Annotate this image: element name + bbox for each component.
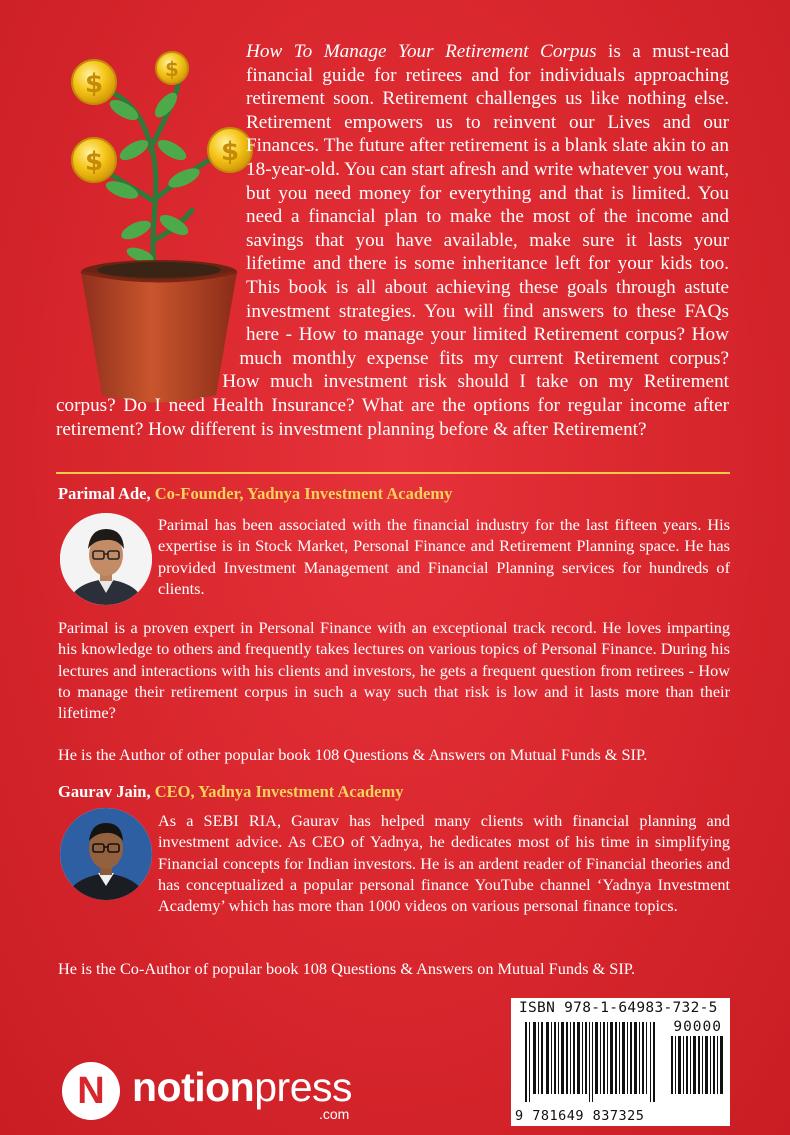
book-title: How To Manage Your Retirement Corpus — [246, 41, 597, 62]
author-bio: He is the Co-Author of popular book 108 Questions & Answers on Mutual Funds & SIP. — [58, 959, 636, 978]
author-photo — [60, 513, 152, 605]
author-heading — [58, 782, 403, 802]
publisher-name: notionpress — [132, 1064, 352, 1110]
barcode-addon-bars — [671, 1036, 723, 1094]
author-name: Parimal Ade, — [58, 484, 151, 503]
author-bio: Parimal is a proven expert in Personal Finance with an exceptional track record. He loves imparting his knowledge to others and frequently takes lectures on various topics of Personal Finance. During his lectures and interactions with his clients and investors, he gets a frequent question from retirees - How to manage their retirement corpus in such a way such that risk is low and it lasts more than their lifetime? — [58, 618, 730, 723]
barcode-bars — [525, 1022, 660, 1102]
publisher-domain: .com — [319, 1106, 350, 1122]
author-bio: He is the Author of other popular book 108 Questions & Answers on Mutual Funds & SIP. — [58, 745, 648, 764]
svg-text:$: $ — [84, 69, 104, 99]
author-name: Gaurav Jain, — [58, 782, 151, 801]
author-role: CEO, Yadnya Investment Academy — [154, 782, 404, 801]
notionpress-logo-icon: N — [62, 1062, 120, 1120]
author-photo — [60, 808, 152, 900]
publisher-logo — [62, 1062, 382, 1122]
author-bio: Parimal has been associated with the financial industry for the last fifteen years. His expertise is in Stock Market, Personal Finance and Retirement Planning space. He has provided Investment Management and Financial Planning services for hundreds of clients. — [158, 515, 730, 598]
author-heading — [58, 484, 452, 504]
svg-text:$: $ — [220, 137, 240, 167]
price-code: 90000 — [673, 1019, 722, 1035]
blurb-text: is a must-read financial guide for retirees and for individuals approaching retirement soon. Retirement challenges us like nothing else. Retirement empowers us to reinvent our Lives and our Finances. The future after retirement is a blank slate akin to an 18-year-old. You can start afresh and write whatever you want, but you need money for everything and that is limited. You need a financial plan to make the most of the income and savings that you have available, make sure it lasts your lifetime and there is some inheritance left for your kids too. This book is all about achieving these goals through astute investment strategies. You will find answers to these FAQs here - How to manage your limited Retirement corpus? How much monthly expense fits my current Retirement corpus? How much investment risk should I take on my Retirement corpus? Do I need Health Insurance? What are the options for regular income after retirement? How different is investment planning before & after Retirement? — [56, 41, 730, 440]
divider — [56, 472, 730, 474]
author-role: Co-Founder, Yadnya Investment Academy — [154, 484, 453, 503]
svg-text:$: $ — [165, 57, 179, 81]
book-blurb — [56, 40, 729, 441]
isbn-number: ISBN 978-1-64983-732-5 — [519, 1000, 718, 1016]
barcode-number: 9 781649 837325 — [515, 1108, 645, 1124]
isbn-barcode — [511, 998, 730, 1126]
svg-text:$: $ — [84, 147, 104, 177]
author-bio: As a SEBI RIA, Gaurav has helped many clients with financial planning and investment advice. As CEO of Yadnya, he dedicates most of his time in simplifying Financial concepts for Indian investors. He is an ardent reader of Financial theories and has conceptualized a popular personal finance YouTube channel ‘Yadnya Investment Academy’ which has more than 1000 videos on various personal finance topics. — [158, 811, 730, 916]
